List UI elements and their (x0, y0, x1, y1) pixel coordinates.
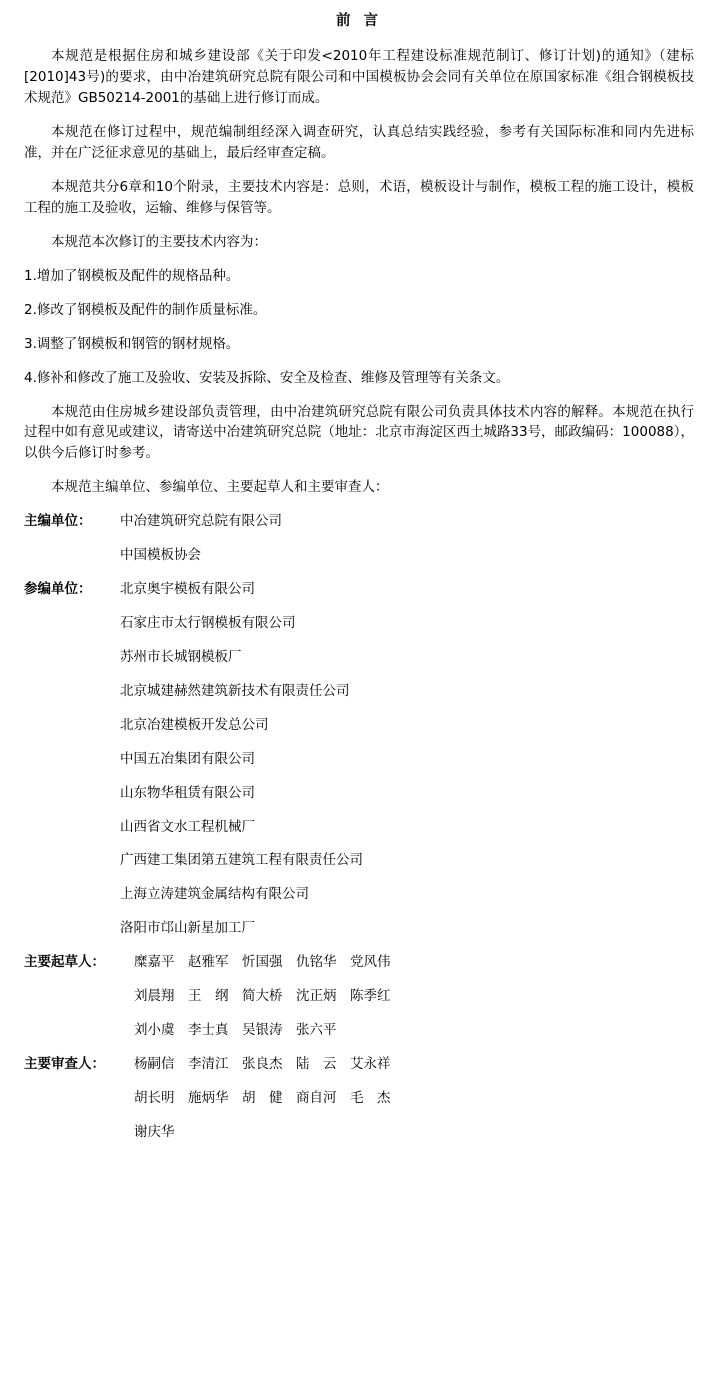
foreword-paragraph-4: 本规范本次修订的主要技术内容为： (51, 233, 267, 250)
section-label: 主要审查人： (24, 1055, 105, 1072)
section-entry: 北京奥宇模板有限公司 (120, 581, 255, 598)
section-main-reviewers (24, 1054, 694, 1075)
section-main-drafters (24, 952, 694, 973)
section-entry: 山西省文水工程机械厂 (120, 818, 255, 835)
section-entry: 杨嗣信 李清江 张良杰 陆 云 艾永祥 (134, 1055, 391, 1072)
foreword-paragraph-2: 本规范在修订过程中，规范编制组经深入调查研究，认真总结实践经验，参考有关国际标准和同内先进标准，并在广泛征求意见的基础上，最后经审查定稿。 (24, 124, 694, 162)
section-entry: 刘小虞 李士真 吴银涛 张六平 (134, 1022, 337, 1039)
revision-item-2: 2.修改了钢模板及配件的制作质量标准。 (24, 301, 267, 318)
foreword-paragraph-1: 本规范是根据住房和城乡建设部《关于印发<2010年工程建设标准规范制订、修订计划)的通知》（建标[2010]43号)的要求，由中冶建筑研究总院有限公司和中国模板协会会同有关单位在原国家标准《组合钢模板技术规范》GB50214-2001的基础上进行修订而成。 (24, 48, 694, 107)
section-entry: 谢庆华 (134, 1123, 175, 1140)
section-label: 参编单位： (24, 581, 92, 598)
section-entry: 胡长明 施炳华 胡 健 商自河 毛 杰 (134, 1089, 391, 1106)
revision-item-1: 1.增加了钢模板及配件的规格品种。 (24, 267, 240, 284)
contributors-intro-paragraph: 本规范主编单位、参编单位、主要起草人和主要审查人： (51, 479, 389, 496)
section-chief-editor-unit (24, 511, 694, 532)
section-entry: 石家庄市太行钢模板有限公司 (120, 614, 296, 631)
section-entry: 中国模板协会 (120, 547, 201, 564)
foreword-paragraph-3: 本规范共分6章和10个附录，主要技术内容是：总则，术语，模板设计与制作，模板工程的施工设计，模板工程的施工及验收，运输、维修与保管等。 (24, 179, 694, 216)
section-entry: 中冶建筑研究总院有限公司 (120, 513, 282, 530)
revision-item-4: 4.修补和修改了施工及验收、安装及拆除、安全及检查、维修及管理等有关条文。 (24, 369, 510, 386)
section-entry: 北京冶建模板开发总公司 (120, 716, 269, 733)
section-entry: 上海立涛建筑金属结构有限公司 (120, 886, 309, 903)
section-label: 主编单位： (24, 513, 92, 530)
revision-item-3: 3.调整了钢模板和钢管的钢材规格。 (24, 335, 240, 352)
page-title: 前 言 (335, 13, 383, 29)
section-participating-units (24, 579, 694, 600)
section-entry: 苏州市长城钢模板厂 (120, 648, 242, 665)
section-entry: 中国五冶集团有限公司 (120, 750, 255, 767)
administration-paragraph: 本规范由住房城乡建设部负责管理，由中冶建筑研究总院有限公司负责具体技术内容的解释。本规范在执行过程中如有意见或建议，请寄送中冶建筑研究总院（地址：北京市海淀区西土城路33号，邮政编码：100088），以供今后修订时参考。 (24, 403, 694, 462)
section-entry: 广西建工集团第五建筑工程有限责任公司 (120, 852, 363, 869)
section-entry: 山东物华租赁有限公司 (120, 784, 255, 801)
section-entry: 刘晨翔 王 纲 简大桥 沈正炳 陈季红 (134, 988, 391, 1005)
section-entry: 糜嘉平 赵雅军 忻国强 仇铭华 党风伟 (134, 954, 391, 971)
section-label: 主要起草人： (24, 954, 105, 971)
section-entry: 北京城建赫然建筑新技术有限责任公司 (120, 682, 350, 699)
section-entry: 洛阳市邙山新星加工厂 (120, 920, 255, 937)
